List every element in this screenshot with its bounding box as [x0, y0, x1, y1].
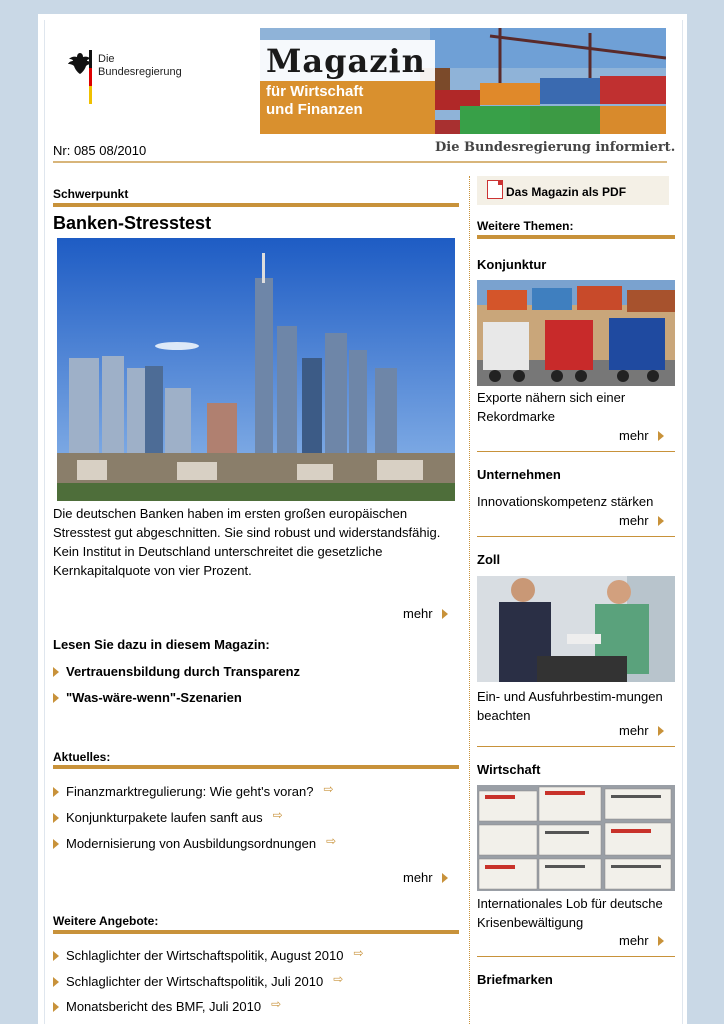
aktuelles-item[interactable] — [53, 834, 336, 851]
logo-line-die: Die — [98, 53, 115, 65]
issue-number: Nr: 085 08/2010 — [53, 143, 147, 158]
slogan: Die Bundesregierung informiert. — [435, 140, 676, 155]
topic-text-unternehmen[interactable]: Innovationskompetenz stärken — [477, 494, 654, 509]
topic-heading-unternehmen[interactable]: Unternehmen — [477, 467, 561, 482]
zoll-mehr-link[interactable] — [619, 723, 664, 738]
newspapers-picture — [477, 785, 675, 891]
summary-text-1: Die deutschen Banken haben im ersten großen europäischen Stresstest gut abgeschnitten. Sie sind robust und widerstandsfähig. — [53, 506, 441, 540]
external-link-icon: ⇨ — [333, 972, 344, 986]
arrow-right-icon — [658, 726, 664, 736]
topic-text-konjunktur[interactable]: Exporte nähern sich einer Rekordmarke — [477, 390, 626, 424]
arrow-right-icon — [442, 609, 448, 619]
read-more-item-label: Vertrauensbildung durch Transparenz — [66, 664, 301, 679]
angebote-item[interactable] — [53, 946, 364, 963]
angebote-rule — [53, 930, 459, 934]
angebote-item-label: Monatsbericht des BMF, Juli 2010 — [66, 999, 262, 1014]
aktuelles-mehr-link[interactable] — [403, 870, 448, 885]
unternehmen-mehr-link[interactable] — [619, 513, 664, 528]
topic-divider — [477, 536, 675, 537]
article-summary — [53, 504, 453, 580]
column-divider — [469, 176, 470, 1024]
angebote-item-label: Schlaglichter der Wirtschaftspolitik, Juli 2010 — [66, 974, 324, 989]
mehr-label: mehr — [619, 933, 649, 948]
pdf-icon — [487, 180, 503, 199]
angebote-item[interactable] — [53, 972, 343, 989]
summary-text-2: Kein Institut in Deutschland unterschreitet die gesetzliche Kernkapitalquote von vier Prozent. — [53, 544, 383, 578]
mehr-label: mehr — [619, 513, 649, 528]
section-rule — [53, 203, 459, 207]
frankfurt-skyline-image[interactable] — [57, 238, 455, 501]
topic-heading-briefmarken[interactable]: Briefmarken — [477, 972, 553, 987]
skyline-picture — [57, 238, 455, 501]
topic-heading-zoll[interactable]: Zoll — [477, 552, 501, 567]
aktuelles-label: Aktuelles: — [53, 750, 111, 764]
bullet-arrow-icon — [53, 951, 59, 961]
aktuelles-item[interactable] — [53, 808, 283, 825]
article-mehr-link[interactable] — [403, 606, 448, 621]
angebote-item-label: Schlaglichter der Wirtschaftspolitik, August 2010 — [66, 948, 344, 963]
header-divider — [53, 161, 667, 163]
external-link-icon: ⇨ — [323, 782, 334, 796]
topic-divider — [477, 956, 675, 957]
logo-line-bundesregierung: Bundesregierung — [98, 66, 182, 78]
magazine-header-image — [260, 28, 666, 134]
newsletter-page — [38, 14, 687, 1024]
magazine-subtitle-1: für Wirtschaft — [266, 83, 364, 100]
arrow-right-icon — [658, 431, 664, 441]
bullet-arrow-icon — [53, 787, 59, 797]
topic-text-zoll[interactable]: Ein- und Ausfuhrbestim-mungen beachten — [477, 689, 663, 723]
bullet-arrow-icon — [53, 839, 59, 849]
customs-officers-picture — [477, 576, 675, 682]
bullet-arrow-icon — [53, 977, 59, 987]
topic-heading-konjunktur[interactable]: Konjunktur — [477, 257, 547, 272]
aktuelles-item-label: Konjunkturpakete laufen sanft aus — [66, 810, 263, 825]
newsletter-content — [44, 20, 683, 1024]
mehr-label: mehr — [619, 428, 649, 443]
aktuelles-item-label: Finanzmarktregulierung: Wie geht's voran? — [66, 784, 314, 799]
magazine-title: Magazin — [266, 42, 426, 80]
angebote-item[interactable] — [53, 997, 281, 1014]
external-link-icon: ⇨ — [353, 946, 364, 960]
external-link-icon: ⇨ — [272, 808, 283, 822]
arrow-right-icon — [442, 873, 448, 883]
topic-divider — [477, 451, 675, 452]
themen-rule — [477, 235, 675, 239]
external-link-icon: ⇨ — [271, 997, 282, 1011]
read-more-heading: Lesen Sie dazu in diesem Magazin: — [53, 637, 270, 652]
magazine-subtitle-2: und Finanzen — [266, 101, 363, 118]
angebote-label: Weitere Angebote: — [53, 914, 159, 928]
zoll-image[interactable] — [477, 576, 675, 682]
read-more-item[interactable] — [53, 690, 242, 705]
wirtschaft-image[interactable] — [477, 785, 675, 891]
section-label: Schwerpunkt — [53, 187, 129, 201]
trucks-picture — [477, 280, 675, 386]
bullet-arrow-icon — [53, 1002, 59, 1012]
aktuelles-rule — [53, 765, 459, 769]
topic-heading-wirtschaft[interactable]: Wirtschaft — [477, 762, 541, 777]
external-link-icon: ⇨ — [326, 834, 337, 848]
wirtschaft-mehr-link[interactable] — [619, 933, 664, 948]
pdf-download-link[interactable] — [477, 176, 669, 205]
aktuelles-item[interactable] — [53, 782, 334, 799]
pdf-label: Das Magazin als PDF — [506, 185, 627, 199]
topic-text-wirtschaft[interactable]: Internationales Lob für deutsche Krisenbewältigung — [477, 896, 663, 930]
mehr-label: mehr — [403, 606, 433, 621]
bullet-arrow-icon — [53, 693, 59, 703]
article-title[interactable]: Banken-Stresstest — [53, 213, 212, 233]
read-more-item[interactable] — [53, 664, 300, 679]
read-more-item-label: "Was-wäre-wenn"-Szenarien — [66, 690, 242, 705]
topic-divider — [477, 746, 675, 747]
mehr-label: mehr — [403, 870, 433, 885]
aktuelles-item-label: Modernisierung von Ausbildungsordnungen — [66, 836, 317, 851]
mehr-label: mehr — [619, 723, 649, 738]
arrow-right-icon — [658, 936, 664, 946]
konjunktur-image[interactable] — [477, 280, 675, 386]
konjunktur-mehr-link[interactable] — [619, 428, 664, 443]
bullet-arrow-icon — [53, 667, 59, 677]
themen-label: Weitere Themen: — [477, 219, 574, 233]
bullet-arrow-icon — [53, 813, 59, 823]
arrow-right-icon — [658, 516, 664, 526]
